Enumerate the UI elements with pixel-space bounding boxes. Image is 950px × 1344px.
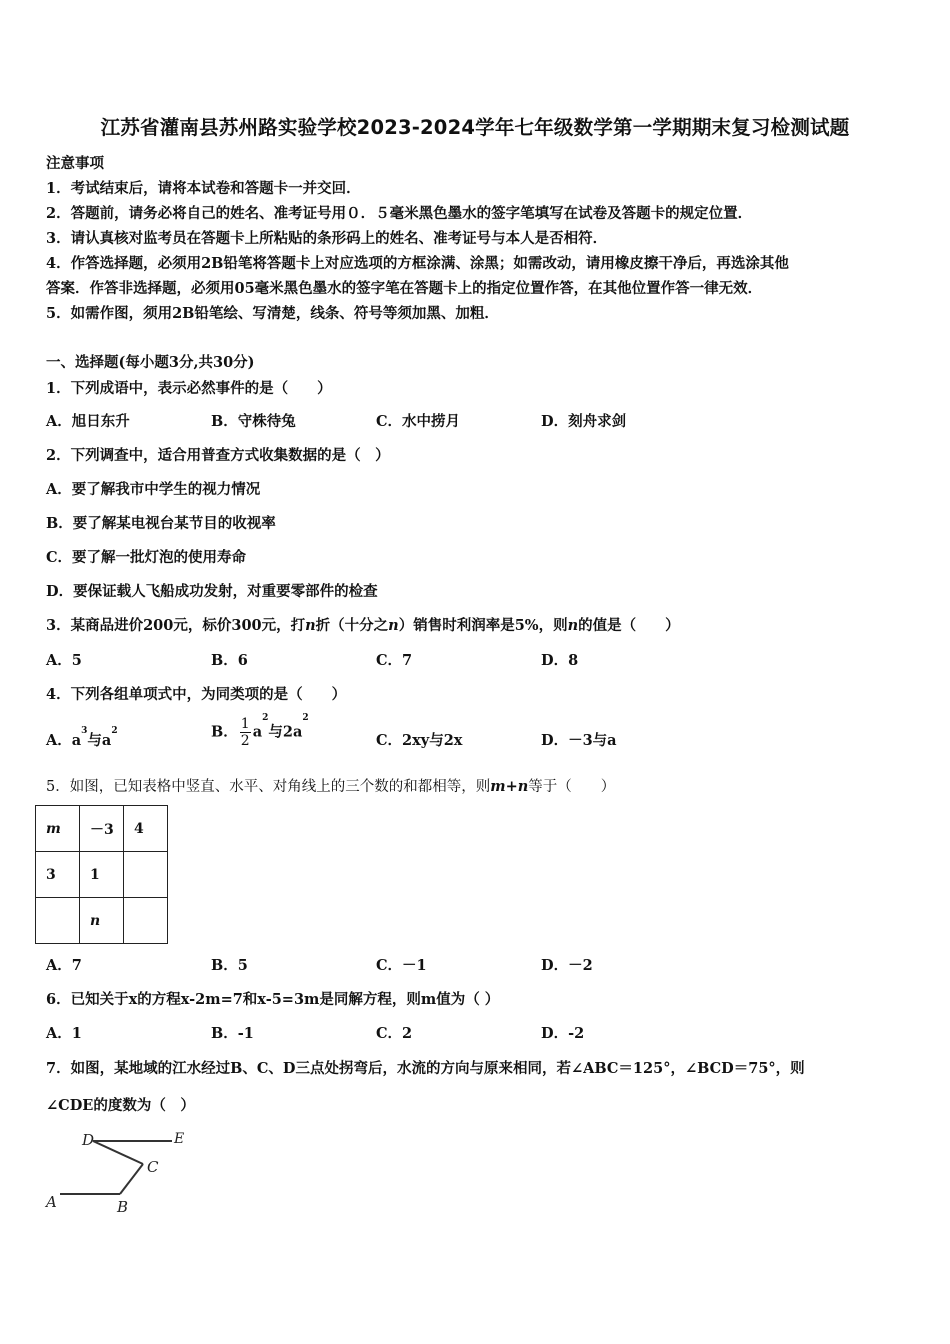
table-cell: 3	[36, 852, 80, 898]
q5-option-b: B．5	[211, 957, 248, 974]
q6-option-c: C．2	[376, 1025, 413, 1042]
table-row	[36, 806, 168, 852]
q2-option-b: B．要了解某电视台某节目的收视率	[46, 515, 276, 532]
notice-item: 4．作答选择题，必须用2B铅笔将答题卡上对应选项的方框涂满、涂黑；如需改动，请用橡皮擦干净后，再选涂其他	[46, 255, 789, 272]
table-cell	[124, 852, 168, 898]
q5-option-c: C．－1	[376, 957, 427, 974]
notice-item: 1．考试结束后，请将本试卷和答题卡一并交回．	[46, 180, 361, 197]
q2-stem: 2．下列调查中，适合用普查方式收集数据的是（ ）	[46, 447, 390, 464]
q5-stem: 5．如图，已知表格中竖直、水平、对角线上的三个数的和都相等，则m+n等于（ ）	[46, 778, 616, 795]
river-bend-figure	[40, 1126, 200, 1221]
fraction-one-half: $\frac{1}{2}$	[240, 716, 250, 749]
q3-stem: 3．某商品进价200元，标价300元，打n折（十分之n）销售时利润率是5%，则n的值是（ ）	[46, 617, 680, 634]
notice-item: 2．答题前，请务必将自己的姓名、准考证号用０．５毫米黑色墨水的签字笔填写在试卷及答题卡的规定位置．	[46, 205, 753, 222]
label-c: C	[147, 1158, 159, 1176]
q4-option-d: D．－3与a	[541, 732, 617, 749]
notice-item: 答案．作答非选择题，必须用05毫米黑色墨水的签字笔在答题卡上的指定位置作答，在其他位置作答一律无效．	[46, 280, 763, 297]
page-title: 江苏省灌南县苏州路实验学校2023-2024学年七年级数学第一学期期末复习检测试题	[100, 116, 850, 139]
q4-option-a: A．$a^3$与$a^2$	[46, 726, 118, 749]
q7-stem-line2: ∠CDE的度数为（ ）	[46, 1097, 195, 1114]
q1-option-c: C．水中捞月	[376, 413, 461, 430]
q2-option-a: A．要了解我市中学生的视力情况	[46, 481, 261, 498]
segment-cb	[120, 1164, 143, 1194]
table-row	[36, 852, 168, 898]
magic-square-table	[35, 805, 168, 944]
table-cell	[36, 898, 80, 944]
q1-option-b: B．守株待兔	[211, 413, 296, 430]
q1-option-a: A．旭日东升	[46, 413, 130, 430]
q3-option-d: D．8	[541, 652, 579, 669]
label-b: B	[117, 1198, 129, 1216]
label-a: A	[46, 1193, 57, 1211]
notice-item: 5．如需作图，须用2B铅笔绘、写清楚，线条、符号等须加黑、加粗．	[46, 305, 499, 322]
q6-option-b: B．-1	[211, 1025, 254, 1042]
q4-option-b: B． $\frac{1}{2}$ $a^2$与$2a^2$	[211, 713, 309, 749]
table-cell: 1	[80, 852, 124, 898]
q2-option-d: D．要保证载人飞船成功发射，对重要零部件的检查	[46, 583, 378, 600]
table-row	[36, 898, 168, 944]
label-d: D	[82, 1131, 95, 1149]
q3-option-c: C．7	[376, 652, 413, 669]
q1-stem: 1．下列成语中，表示必然事件的是（ ）	[46, 380, 332, 397]
label-e: E	[174, 1131, 185, 1147]
table-cell: n	[80, 898, 124, 944]
table-cell: －3	[80, 806, 124, 852]
segment-dc	[93, 1141, 143, 1164]
section-heading: 一、选择题(每小题3分,共30分)	[46, 354, 255, 371]
q3-option-b: B．6	[211, 652, 248, 669]
table-cell: m	[36, 806, 80, 852]
table-cell	[124, 898, 168, 944]
notice-heading: 注意事项	[46, 155, 104, 172]
q6-option-d: D．-2	[541, 1025, 585, 1042]
q5-option-d: D．－2	[541, 957, 593, 974]
q5-option-a: A．7	[46, 957, 82, 974]
table-cell: 4	[124, 806, 168, 852]
q4-option-c: C．2xy与2x	[376, 732, 463, 749]
q3-option-a: A．5	[46, 652, 82, 669]
q6-option-a: A．1	[46, 1025, 82, 1042]
q6-stem: 6．已知关于x的方程x-2m=7和x-5=3m是同解方程，则m值为（ ）	[46, 991, 500, 1008]
q7-stem-line1: 7．如图，某地域的江水经过B、C、D三点处拐弯后，水流的方向与原来相同，若∠ABC＝125°，∠BCD＝75°，则	[46, 1060, 805, 1077]
notice-item: 3．请认真核对监考员在答题卡上所粘贴的条形码上的姓名、准考证号与本人是否相符．	[46, 230, 608, 247]
q2-option-c: C．要了解一批灯泡的使用寿命	[46, 549, 247, 566]
q4-stem: 4．下列各组单项式中，为同类项的是（ ）	[46, 686, 347, 703]
q1-option-d: D．刻舟求剑	[541, 413, 627, 430]
